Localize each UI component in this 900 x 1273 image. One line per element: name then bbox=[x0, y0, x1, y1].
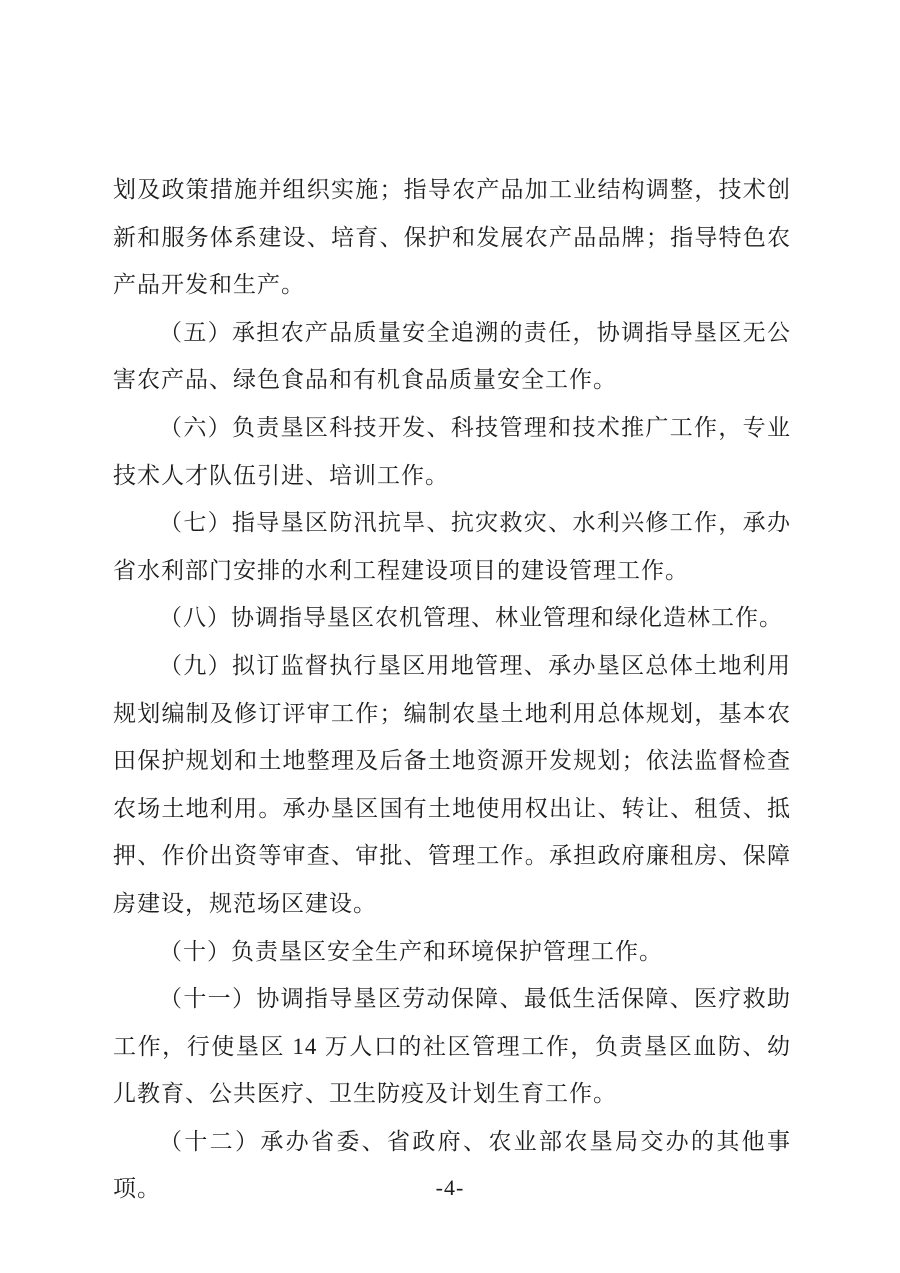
paragraph: （七）指导垦区防汛抗旱、抗灾救灾、水利兴修工作，承办省水利部门安排的水利工程建设项目的建设管理工作。 bbox=[113, 510, 791, 583]
paragraph: （八）协调指导垦区农机管理、林业管理和绿化造林工作。 bbox=[159, 605, 783, 631]
paragraph: （五）承担农产品质量安全追溯的责任，协调指导垦区无公害农产品、绿色食品和有机食品质量安全工作。 bbox=[113, 319, 791, 393]
paragraph: 划及政策措施并组织实施；指导农产品加工业结构调整，技术创新和服务体系建设、培育、保护和发展农产品品牌；指导特色农产品开发和生产。 bbox=[113, 177, 791, 298]
page-number: -4- bbox=[435, 1175, 465, 1200]
paragraph: （十二）承办省委、省政府、农业部农垦局交办的其他事项。 bbox=[113, 1128, 791, 1202]
paragraph: （十）负责垦区安全生产和环境保护管理工作。 bbox=[159, 938, 663, 964]
paragraph: （六）负责垦区科技开发、科技管理和技术推广工作，专业技术人才队伍引进、培训工作。 bbox=[113, 414, 791, 488]
document-body bbox=[113, 166, 791, 1213]
paragraph: （十一）协调指导垦区劳动保障、最低生活保障、医疗救助工作，行使垦区 14 万人口的社区管理工作，负责垦区血防、幼儿教育、公共医疗、卫生防疫及计划生育工作。 bbox=[113, 986, 791, 1107]
paragraph: （九）拟订监督执行垦区用地管理、承办垦区总体土地利用规划编制及修订评审工作；编制农垦土地利用总体规划，基本农田保护规划和土地整理及后备土地资源开发规划；依法监督检查农场土地利用。承办垦区国有土地使用权出让、转让、租赁、抵押、作价出资等审查、审批、管理工作。承担政府廉租房、保障房建设，规范场区建设。 bbox=[113, 652, 791, 916]
